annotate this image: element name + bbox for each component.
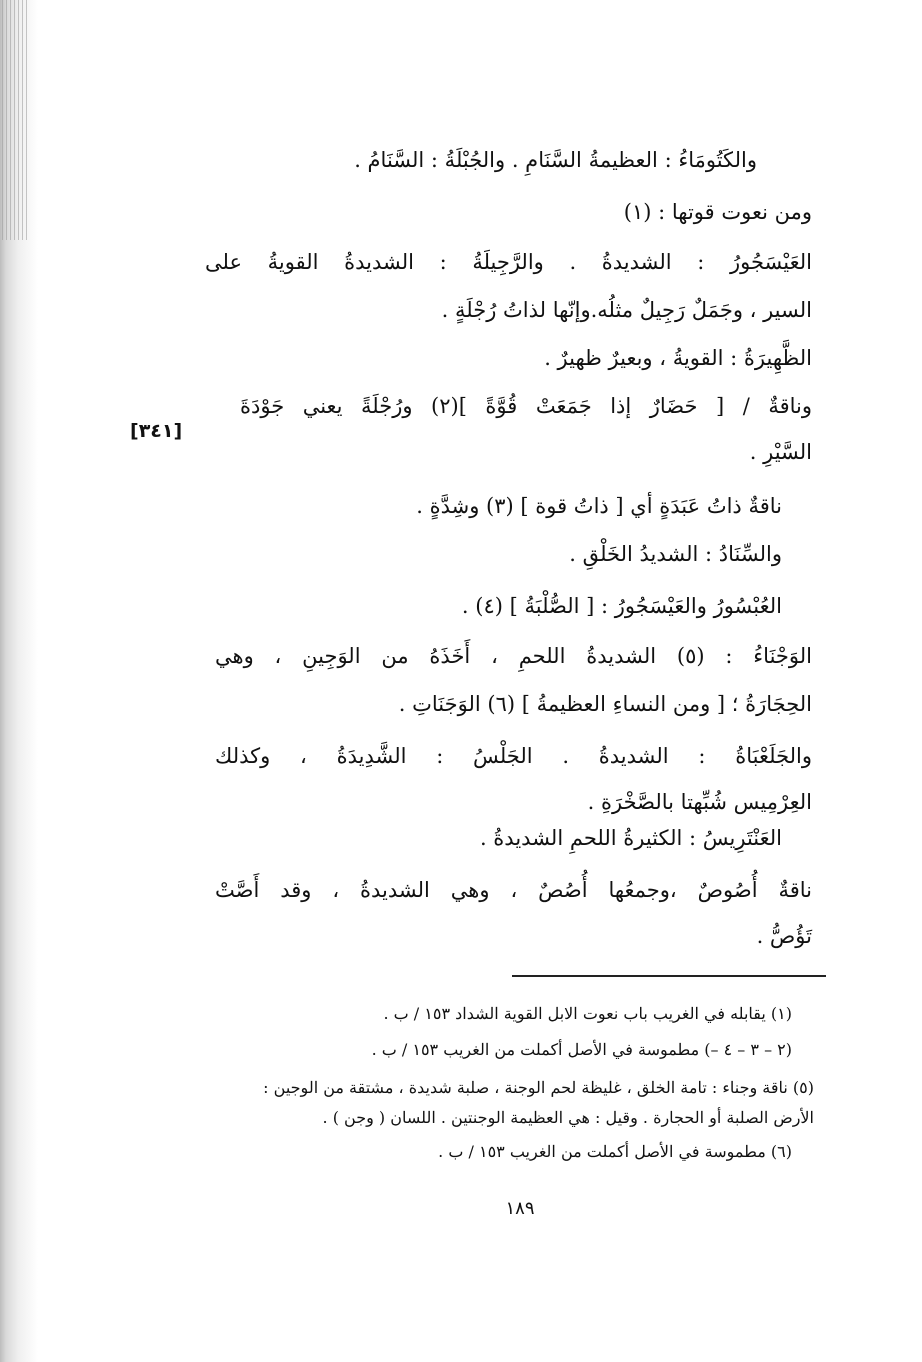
footnote: (٥) ناقة وجناء : تامة الخلق ، غليظة لحم الوجنة ، صلبة شديدة ، مشتقة من الوجين : bbox=[263, 1078, 814, 1097]
body-line: العِرْمِيس شُبِّهتا بالصَّخْرَةِ . bbox=[587, 790, 812, 814]
page-edge-texture bbox=[2, 0, 28, 240]
footnote: (٢ – ٣ – ٤ –) مطموسة في الأصل أكملت من الغريب ١٥٣ / ب . bbox=[371, 1040, 792, 1059]
body-line: الوَجْنَاءُ : (٥) الشديدةُ اللحمِ ، أَخَذَهُ من الوَجِينِ ، وهي bbox=[215, 644, 812, 668]
body-line: ومن نعوت قوتها : (١) bbox=[623, 200, 812, 224]
body-line: والجَلَعْبَاةُ : الشديدةُ . الجَلْسُ : الشَّدِيدَةُ ، وكذلك bbox=[215, 744, 812, 768]
body-line: العُبْسُورُ والعَيْسَجُورُ : [ الصُّلْبَةُ ] (٤) . bbox=[461, 594, 782, 618]
body-line: ناقةٌ ذاتُ عَبَدَةٍ أي [ ذاتُ قوة ] (٣) وشِدَّةٍ . bbox=[416, 494, 782, 518]
page-number: ١٨٩ bbox=[505, 1198, 535, 1219]
body-line: ناقةٌ أُصُوصٌ ،وجمعُها أُصُصٌ ، وهي الشديدةُ ، وقد أَصَّتْ bbox=[215, 878, 812, 902]
body-line: العَيْسَجُورُ : الشديدةُ . والرَّجِيلَةُ : الشديدةُ القويةُ على bbox=[205, 250, 812, 274]
body-line: السير ، وجَمَلٌ رَجِيلٌ مثلُه.وإنّها لذاتُ رُجْلَةٍ . bbox=[441, 298, 812, 322]
footnote: (٦) مطموسة في الأصل أكملت من الغريب ١٥٣ / ب . bbox=[438, 1142, 792, 1161]
body-line: الظَّهِيرَةُ : القويةُ ، وبعيرٌ ظهيرٌ . bbox=[544, 346, 812, 370]
body-line: العَنْتَرِيسُ : الكثيرةُ اللحمِ الشديدةُ . bbox=[479, 826, 782, 850]
body-line: وناقةٌ / [ حَضَارٌ إذا جَمَعَتْ قُوَّةً ](٢) ورُجْلَةً يعني جَوْدَةَ bbox=[240, 394, 812, 418]
manuscript-folio-reference: [٣٤١] bbox=[130, 420, 183, 442]
footnote-separator bbox=[512, 975, 826, 977]
body-line: والكَتُومَاءُ : العظيمةُ السَّنَامِ . والجُبْلَةُ : السَّنَامُ . bbox=[354, 148, 757, 172]
body-line: السَّيْرِ . bbox=[749, 440, 812, 464]
body-line: الحِجَارَةُ ؛ [ ومن النساءِ العظيمةُ ] (٦) الوَجَنَاتِ . bbox=[398, 692, 812, 716]
footnote: (١) يقابله في الغريب باب نعوت الابل القوية الشداد ١٥٣ / ب . bbox=[383, 1004, 792, 1023]
body-line: والسِّنَادُ : الشديدُ الخَلْقِ . bbox=[569, 542, 782, 566]
body-line: تَؤُصُّ . bbox=[756, 924, 812, 948]
footnote: الأرض الصلبة أو الحجارة . وقيل : هي العظيمة الوجنتين . اللسان ( وجن ) . bbox=[322, 1108, 814, 1127]
